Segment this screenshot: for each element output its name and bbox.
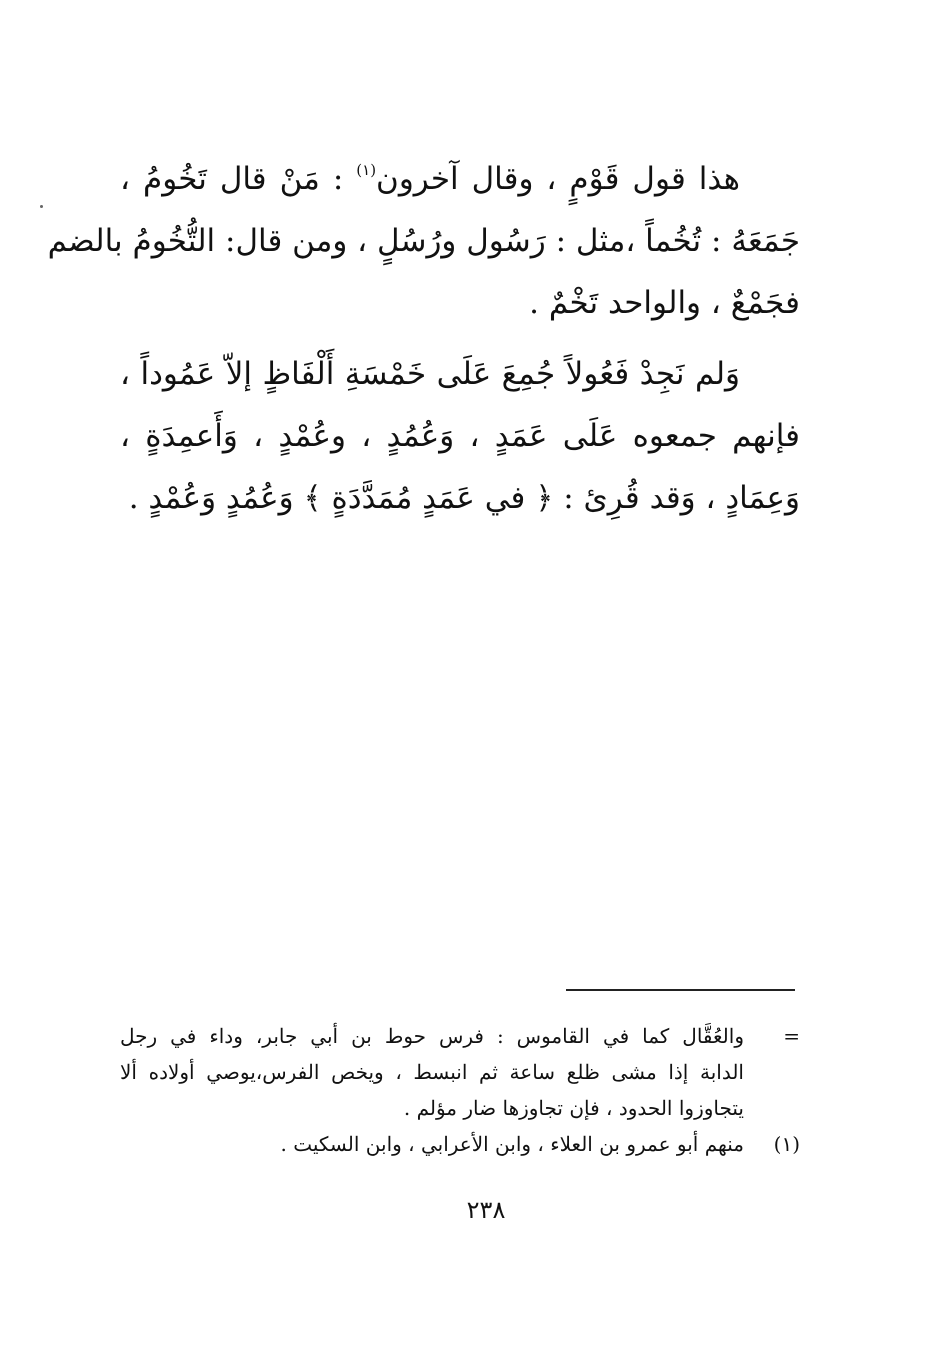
stray-ink-dot bbox=[40, 205, 43, 208]
paragraph-2-line-2: فإنهم جمعوه عَلَى عَمَدٍ ، وَعُمُدٍ ، وعُمْدٍ ، وَأَعمِدَةٍ ، bbox=[120, 418, 800, 454]
paragraph-1-line-3: فجَمْعٌ ، والواحد تَخْمٌ . bbox=[529, 285, 800, 321]
footnote-reference-1[interactable]: (١) bbox=[356, 161, 377, 179]
paragraph-1-line-1 bbox=[120, 148, 800, 210]
paragraph-1-line-1-text-cont: : مَنْ قال تَخُومُ ، bbox=[120, 161, 357, 197]
paragraph-2-line-3: وَعِمَادٍ ، وَقد قُرِئ : ﴿ في عَمَدٍ مُمَدَّدَةٍ ﴾ وَعُمُدٍ وَعُمْدٍ . bbox=[128, 480, 800, 516]
paragraph-1 bbox=[47, 148, 800, 334]
paragraph-2 bbox=[120, 343, 800, 529]
footnote-continuation-line-2: الدابة إذا مشى ظلع ساعة ثم انبسط ، ويخص الفرس،يوصي أولاده ألا bbox=[120, 1060, 744, 1084]
paragraph-1-line-2: جَمَعَهُ : تُخُماً ،مثل : رَسُول ورُسُلٍ ، ومن قال: التُّخُومُ بالضم bbox=[47, 223, 800, 259]
footnote-continuation-line-3: يتجاوزوا الحدود ، فإن تجاوزها ضار مؤلم . bbox=[403, 1096, 744, 1120]
page-number: ٢٣٨ bbox=[466, 1196, 506, 1224]
footnote-continuation bbox=[120, 1018, 800, 1126]
footnote-continuation-line-1: والعُقَّال كما في القاموس : فرس حوط بن أبي جابر، وداء في رجل bbox=[120, 1024, 744, 1048]
footnote-divider bbox=[566, 989, 795, 991]
footnote-continuation-marker: = bbox=[783, 1024, 800, 1048]
paragraph-2-line-1: وَلم نَجِدْ فَعُولاً جُمِعَ عَلَى خَمْسَةِ أَلْفَاظٍ إلاّ عَمُوداً ، bbox=[120, 356, 740, 392]
footnote-continuation-body bbox=[120, 1018, 744, 1126]
paragraph-1-line-1-text: هذا قول قَوْمٍ ، وقال آخرون bbox=[376, 161, 741, 197]
footnote-1-text: منهم أبو عمرو بن العلاء ، وابن الأعرابي ، وابن السكيت . bbox=[280, 1132, 744, 1156]
footnote-1-body bbox=[120, 1126, 744, 1162]
footnotes bbox=[120, 1018, 800, 1162]
footnote-1 bbox=[120, 1126, 800, 1162]
footnote-1-marker: (١) bbox=[773, 1132, 800, 1156]
